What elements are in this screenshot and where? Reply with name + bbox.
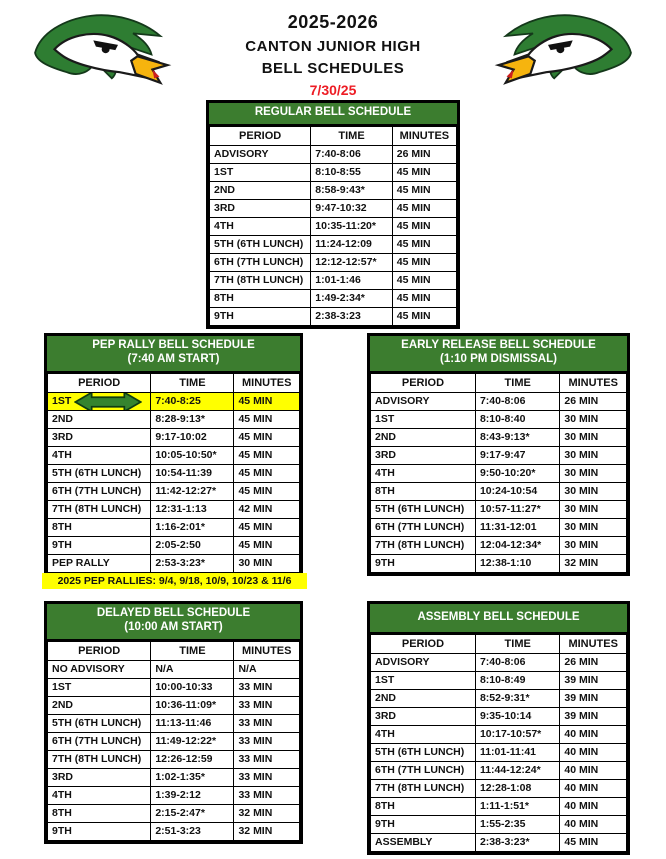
- cell-period: 6TH (7TH LUNCH): [48, 482, 151, 500]
- cell-time: 2:38-3:23*: [475, 833, 559, 851]
- schedule-table: [47, 641, 300, 841]
- cell-minutes: 30 MIN: [560, 482, 627, 500]
- schedule-title-bar: [370, 336, 627, 373]
- schedule-row: [371, 518, 627, 536]
- schedule-row: [371, 815, 627, 833]
- cell-minutes: 26 MIN: [392, 145, 456, 163]
- cell-minutes: 45 MIN: [392, 235, 456, 253]
- schedule-row: [48, 482, 300, 500]
- schedule-row: [48, 732, 300, 750]
- cell-period: 4TH: [371, 725, 476, 743]
- schedule-row: [371, 392, 627, 410]
- cell-minutes: 40 MIN: [560, 761, 627, 779]
- cell-period: 3RD: [48, 768, 151, 786]
- cell-minutes: 40 MIN: [560, 743, 627, 761]
- schedule-row: [48, 392, 300, 410]
- cell-minutes: 30 MIN: [560, 410, 627, 428]
- cell-period: 3RD: [210, 199, 311, 217]
- column-header-minutes: MINUTES: [560, 634, 627, 653]
- cell-time: 11:31-12:01: [475, 518, 559, 536]
- cell-time: 9:50-10:20*: [475, 464, 559, 482]
- cell-time: 8:52-9:31*: [475, 689, 559, 707]
- cell-time: 8:10-8:40: [475, 410, 559, 428]
- schedule-row: [371, 500, 627, 518]
- cell-period: 7TH (8TH LUNCH): [371, 779, 476, 797]
- cell-minutes: 26 MIN: [560, 653, 627, 671]
- column-header-period: PERIOD: [48, 641, 151, 660]
- column-header-period: PERIOD: [371, 373, 476, 392]
- cell-minutes: 30 MIN: [234, 554, 300, 572]
- cell-period: 1ST: [210, 163, 311, 181]
- cell-period: 7TH (8TH LUNCH): [210, 271, 311, 289]
- cell-time: 2:38-3:23: [311, 307, 393, 325]
- cell-minutes: 42 MIN: [234, 500, 300, 518]
- cell-minutes: 45 MIN: [392, 307, 456, 325]
- schedule-row: [48, 678, 300, 696]
- column-header-period: PERIOD: [48, 373, 151, 392]
- cell-time: 9:17-10:02: [151, 428, 234, 446]
- cell-period: ADVISORY: [210, 145, 311, 163]
- cell-minutes: 40 MIN: [560, 797, 627, 815]
- cell-period: 1ST: [48, 392, 151, 410]
- cell-time: 10:05-10:50*: [151, 446, 234, 464]
- cell-minutes: 45 MIN: [392, 181, 456, 199]
- cell-minutes: 30 MIN: [560, 518, 627, 536]
- column-header-time: TIME: [151, 641, 234, 660]
- cell-period: ADVISORY: [371, 392, 476, 410]
- schedule-title: PEP RALLY BELL SCHEDULE: [92, 339, 255, 351]
- schedule-title: DELAYED BELL SCHEDULE: [96, 607, 251, 619]
- cell-time: 2:51-3:23: [151, 822, 234, 840]
- cell-time: 10:57-11:27*: [475, 500, 559, 518]
- schedule-row: [48, 428, 300, 446]
- cell-period: 9TH: [371, 815, 476, 833]
- schedule-row: [371, 482, 627, 500]
- schedule-row: [48, 750, 300, 768]
- cell-minutes: 45 MIN: [560, 833, 627, 851]
- cell-period: 4TH: [371, 464, 476, 482]
- schedule-row: [371, 797, 627, 815]
- cell-time: 12:28-1:08: [475, 779, 559, 797]
- schedule-row: [210, 181, 457, 199]
- column-header-time: TIME: [475, 634, 559, 653]
- cell-period: 6TH (7TH LUNCH): [371, 518, 476, 536]
- schedule-row: [371, 554, 627, 572]
- cell-time: 1:11-1:51*: [475, 797, 559, 815]
- cell-time: 1:02-1:35*: [151, 768, 234, 786]
- cell-period: 2ND: [210, 181, 311, 199]
- cell-period: 9TH: [48, 822, 151, 840]
- cell-period: 9TH: [210, 307, 311, 325]
- cell-minutes: 32 MIN: [560, 554, 627, 572]
- schedule-row: [371, 410, 627, 428]
- cell-period: 4TH: [210, 217, 311, 235]
- cell-period: 7TH (8TH LUNCH): [371, 536, 476, 554]
- schedule-row: [371, 536, 627, 554]
- schedule-row: [210, 145, 457, 163]
- cell-time: 8:10-8:49: [475, 671, 559, 689]
- cell-time: 8:58-9:43*: [311, 181, 393, 199]
- cell-time: 12:31-1:13: [151, 500, 234, 518]
- cell-minutes: 40 MIN: [560, 779, 627, 797]
- cell-minutes: 45 MIN: [234, 482, 300, 500]
- column-header-time: TIME: [311, 126, 393, 145]
- cell-time: 1:49-2:34*: [311, 289, 393, 307]
- cell-time: 1:55-2:35: [475, 815, 559, 833]
- cell-time: 1:39-2:12: [151, 786, 234, 804]
- cell-time: 8:28-9:13*: [151, 410, 234, 428]
- cell-minutes: 30 MIN: [560, 446, 627, 464]
- schedule-title-bar: [47, 336, 300, 373]
- cell-period: 6TH (7TH LUNCH): [48, 732, 151, 750]
- delayed-bell-schedule-table: [44, 601, 303, 844]
- cell-time: 12:12-12:57*: [311, 253, 393, 271]
- cell-time: 11:24-12:09: [311, 235, 393, 253]
- cell-minutes: 33 MIN: [234, 696, 300, 714]
- schedule-row: [48, 554, 300, 572]
- cell-minutes: 45 MIN: [234, 428, 300, 446]
- double-arrow-icon: [74, 392, 142, 410]
- cell-period: 2ND: [48, 696, 151, 714]
- schedule-row: [48, 518, 300, 536]
- cell-period: 2ND: [371, 428, 476, 446]
- cell-minutes: 39 MIN: [560, 689, 627, 707]
- schedule-row: [210, 163, 457, 181]
- column-header-minutes: MINUTES: [392, 126, 456, 145]
- schedule-row: [371, 464, 627, 482]
- schedule-row: [48, 696, 300, 714]
- title-year: 2025-2026: [287, 12, 379, 32]
- cell-time: 11:01-11:41: [475, 743, 559, 761]
- cell-minutes: 39 MIN: [560, 707, 627, 725]
- cell-minutes: 45 MIN: [234, 464, 300, 482]
- cell-minutes: 30 MIN: [560, 536, 627, 554]
- cell-period: 8TH: [48, 518, 151, 536]
- cell-period: 7TH (8TH LUNCH): [48, 750, 151, 768]
- cell-time: 1:01-1:46: [311, 271, 393, 289]
- schedule-table: [370, 373, 627, 573]
- cell-time: 2:05-2:50: [151, 536, 234, 554]
- cell-period: 1ST: [371, 410, 476, 428]
- schedule-row: [371, 428, 627, 446]
- schedule-row: [371, 446, 627, 464]
- schedule-row: [48, 714, 300, 732]
- cell-minutes: 33 MIN: [234, 768, 300, 786]
- schedule-row: [48, 804, 300, 822]
- cell-time: 11:13-11:46: [151, 714, 234, 732]
- cell-minutes: 33 MIN: [234, 678, 300, 696]
- cell-period: 8TH: [210, 289, 311, 307]
- column-header-row: [210, 126, 457, 145]
- cell-minutes: 45 MIN: [392, 271, 456, 289]
- schedule-title-bar: [209, 103, 457, 126]
- schedule-row: [371, 725, 627, 743]
- schedule-row: [48, 822, 300, 840]
- cell-period: PEP RALLY: [48, 554, 151, 572]
- cell-minutes: 33 MIN: [234, 786, 300, 804]
- cell-time: 10:24-10:54: [475, 482, 559, 500]
- cell-time: 11:42-12:27*: [151, 482, 234, 500]
- cell-minutes: 30 MIN: [560, 500, 627, 518]
- cell-minutes: 30 MIN: [560, 464, 627, 482]
- schedule-row: [371, 779, 627, 797]
- schedule-row: [210, 235, 457, 253]
- cell-period: 1ST: [371, 671, 476, 689]
- cell-minutes: 45 MIN: [234, 536, 300, 554]
- pep-rally-bell-schedule-table: [44, 333, 303, 576]
- schedule-row: [210, 253, 457, 271]
- cell-period: 4TH: [48, 446, 151, 464]
- cell-time: 11:49-12:22*: [151, 732, 234, 750]
- column-header-row: [48, 641, 300, 660]
- cell-minutes: N/A: [234, 660, 300, 678]
- title-school: CANTON JUNIOR HIGH: [245, 38, 421, 55]
- cell-time: 12:38-1:10: [475, 554, 559, 572]
- cell-minutes: 40 MIN: [560, 815, 627, 833]
- cell-period: 8TH: [371, 797, 476, 815]
- cell-time: 9:17-9:47: [475, 446, 559, 464]
- schedule-subtitle: (1:10 PM DISMISSAL): [440, 352, 557, 365]
- schedule-title: REGULAR BELL SCHEDULE: [254, 106, 412, 118]
- schedule-row: [371, 671, 627, 689]
- cell-minutes: 45 MIN: [392, 199, 456, 217]
- cell-minutes: 33 MIN: [234, 714, 300, 732]
- cell-period: 6TH (7TH LUNCH): [371, 761, 476, 779]
- cell-period: 5TH (6TH LUNCH): [48, 464, 151, 482]
- cell-period: ADVISORY: [371, 653, 476, 671]
- early-release-bell-schedule-table: [367, 333, 630, 576]
- column-header-period: PERIOD: [210, 126, 311, 145]
- cell-minutes: 45 MIN: [392, 253, 456, 271]
- cell-minutes: 32 MIN: [234, 804, 300, 822]
- regular-bell-schedule-table: [206, 100, 460, 329]
- cell-period: 7TH (8TH LUNCH): [48, 500, 151, 518]
- cell-time: 10:35-11:20*: [311, 217, 393, 235]
- cell-period: 2ND: [371, 689, 476, 707]
- cell-time: 2:53-3:23*: [151, 554, 234, 572]
- cell-time: 2:15-2:47*: [151, 804, 234, 822]
- page-header: [0, 12, 666, 98]
- column-header-minutes: MINUTES: [234, 373, 300, 392]
- cell-minutes: 45 MIN: [234, 446, 300, 464]
- schedule-row: [371, 761, 627, 779]
- schedule-title-bar: [47, 604, 300, 641]
- column-header-row: [371, 634, 627, 653]
- cell-time: 8:43-9:13*: [475, 428, 559, 446]
- schedule-row: [48, 410, 300, 428]
- cell-period: NO ADVISORY: [48, 660, 151, 678]
- revision-date: 7/30/25: [309, 82, 357, 98]
- cell-minutes: 45 MIN: [392, 289, 456, 307]
- cell-minutes: 45 MIN: [234, 392, 300, 410]
- title-doc: BELL SCHEDULES: [261, 60, 405, 77]
- cell-time: 10:36-11:09*: [151, 696, 234, 714]
- cell-time: 7:40-8:06: [475, 653, 559, 671]
- cell-time: 9:47-10:32: [311, 199, 393, 217]
- cell-time: 11:44-12:24*: [475, 761, 559, 779]
- schedule-table: [209, 126, 457, 326]
- cell-period: 9TH: [371, 554, 476, 572]
- schedule-row: [210, 271, 457, 289]
- schedule-row: [48, 660, 300, 678]
- pep-rallies-note: 2025 PEP RALLIES: 9/4, 9/18, 10/9, 10/23 & 11/6: [42, 573, 307, 589]
- schedule-row: [48, 446, 300, 464]
- schedule-row: [48, 464, 300, 482]
- schedule-row: [48, 786, 300, 804]
- schedule-row: [371, 833, 627, 851]
- column-header-minutes: MINUTES: [234, 641, 300, 660]
- schedule-subtitle: (10:00 AM START): [124, 620, 223, 633]
- cell-minutes: 40 MIN: [560, 725, 627, 743]
- schedule-title: ASSEMBLY BELL SCHEDULE: [417, 611, 580, 623]
- schedule-title-bar: [370, 604, 627, 634]
- column-header-period: PERIOD: [371, 634, 476, 653]
- cell-minutes: 33 MIN: [234, 750, 300, 768]
- cell-minutes: 30 MIN: [560, 428, 627, 446]
- schedule-title: EARLY RELEASE BELL SCHEDULE: [401, 339, 596, 351]
- cell-time: 7:40-8:25: [151, 392, 234, 410]
- cell-minutes: 26 MIN: [560, 392, 627, 410]
- cell-period: 3RD: [48, 428, 151, 446]
- schedule-row: [210, 289, 457, 307]
- cell-period: 2ND: [48, 410, 151, 428]
- schedule-table: [370, 634, 627, 852]
- cell-period: 5TH (6TH LUNCH): [371, 743, 476, 761]
- schedule-row: [371, 653, 627, 671]
- cell-period: 3RD: [371, 446, 476, 464]
- column-header-row: [371, 373, 627, 392]
- cell-period: 1ST: [48, 678, 151, 696]
- cell-period: 8TH: [48, 804, 151, 822]
- cell-time: 12:26-12:59: [151, 750, 234, 768]
- cell-time: 10:54-11:39: [151, 464, 234, 482]
- schedule-row: [48, 768, 300, 786]
- cell-minutes: 45 MIN: [234, 410, 300, 428]
- schedule-row: [48, 536, 300, 554]
- cell-period: 6TH (7TH LUNCH): [210, 253, 311, 271]
- cell-minutes: 45 MIN: [234, 518, 300, 536]
- schedule-table: [47, 373, 300, 573]
- cell-time: N/A: [151, 660, 234, 678]
- schedule-row: [210, 199, 457, 217]
- cell-period: 4TH: [48, 786, 151, 804]
- cell-time: 8:10-8:55: [311, 163, 393, 181]
- cell-period: 8TH: [371, 482, 476, 500]
- schedule-row: [371, 743, 627, 761]
- cell-minutes: 45 MIN: [392, 163, 456, 181]
- cell-period: 5TH (6TH LUNCH): [48, 714, 151, 732]
- schedule-row: [48, 500, 300, 518]
- cell-period: ASSEMBLY: [371, 833, 476, 851]
- schedule-row: [371, 689, 627, 707]
- schedule-row: [371, 707, 627, 725]
- schedule-row: [210, 217, 457, 235]
- cell-time: 9:35-10:14: [475, 707, 559, 725]
- cell-period: 9TH: [48, 536, 151, 554]
- cell-time: 10:17-10:57*: [475, 725, 559, 743]
- cell-minutes: 45 MIN: [392, 217, 456, 235]
- column-header-row: [48, 373, 300, 392]
- cell-time: 12:04-12:34*: [475, 536, 559, 554]
- cell-period: 5TH (6TH LUNCH): [210, 235, 311, 253]
- schedule-row: [210, 307, 457, 325]
- column-header-time: TIME: [475, 373, 559, 392]
- column-header-minutes: MINUTES: [560, 373, 627, 392]
- cell-time: 1:16-2:01*: [151, 518, 234, 536]
- cell-minutes: 33 MIN: [234, 732, 300, 750]
- cell-time: 7:40-8:06: [311, 145, 393, 163]
- cell-period: 3RD: [371, 707, 476, 725]
- cell-minutes: 39 MIN: [560, 671, 627, 689]
- column-header-time: TIME: [151, 373, 234, 392]
- cell-time: 7:40-8:06: [475, 392, 559, 410]
- schedule-subtitle: (7:40 AM START): [127, 352, 220, 365]
- cell-minutes: 32 MIN: [234, 822, 300, 840]
- cell-time: 10:00-10:33: [151, 678, 234, 696]
- assembly-bell-schedule-table: [367, 601, 630, 855]
- cell-period: 5TH (6TH LUNCH): [371, 500, 476, 518]
